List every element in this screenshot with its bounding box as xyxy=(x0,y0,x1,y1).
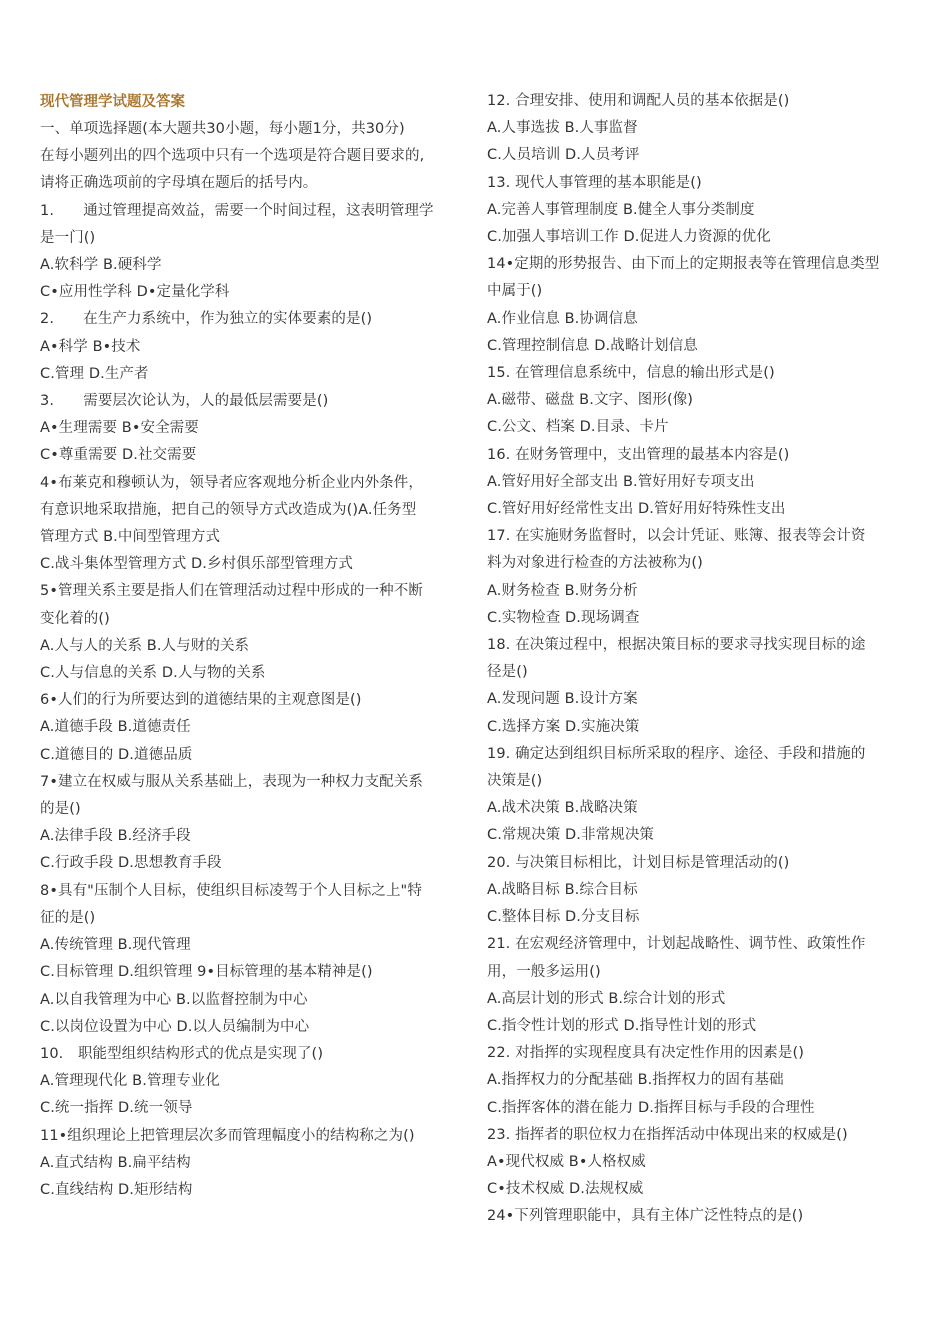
text-line: 在每小题列出的四个选项中只有一个选项是符合题目要求的, xyxy=(40,148,425,165)
right-question-list xyxy=(487,88,915,1231)
text-line: A.人与人的关系 B.人与财的关系 xyxy=(40,637,250,654)
text-line: 16. 在财务管理中，支出管理的最基本内容是() xyxy=(487,446,790,463)
text-line: 20. 与决策目标相比，计划目标是管理活动的() xyxy=(487,854,790,871)
text-line: 一、单项选择题(本大题共30小题，每小题1分，共30分) xyxy=(40,121,405,137)
text-line: C.管理控制信息 D.战略计划信息 xyxy=(487,337,698,354)
text-line: A.作业信息 B.协调信息 xyxy=(487,310,638,327)
text-line: C.管好用好经常性支出 D.管好用好特殊性支出 xyxy=(487,501,786,518)
text-line: A•科学 B•技术 xyxy=(40,338,141,355)
text-line: 12. 合理安排、使用和调配人员的基本依据是() xyxy=(487,93,790,109)
text-line: 径是() xyxy=(487,664,528,681)
text-line: 22. 对指挥的实现程度具有决定性作用的因素是() xyxy=(487,1045,804,1062)
text-line: A.战略目标 B.综合目标 xyxy=(487,881,638,898)
text-line: 14•定期的形势报告、由下而上的定期报表等在管理信息类型 xyxy=(487,256,880,273)
left-question-list xyxy=(40,116,464,1204)
text-line: C.战斗集体型管理方式 D.乡村俱乐部型管理方式 xyxy=(40,556,354,573)
text-line: 6•人们的行为所要达到的道德结果的主观意图是() xyxy=(40,692,362,709)
text-line: 7•建立在权威与服从关系基础上，表现为一种权力支配关系 xyxy=(40,773,423,790)
text-line: A•生理需要 B•安全需要 xyxy=(40,420,199,437)
text-line: C•应用性学科 D•定量化学科 xyxy=(40,284,230,301)
text-line: 变化着的() xyxy=(40,610,110,627)
text-line: A.法律手段 B.经济手段 xyxy=(40,828,191,845)
text-line: C.道德目的 D.道德品质 xyxy=(40,746,193,763)
text-line: C•尊重需要 D.社交需要 xyxy=(40,447,197,464)
text-line: 18. 在决策过程中，根据决策目标的要求寻找实现目标的途 xyxy=(487,637,866,654)
text-line: C.指令性计划的形式 D.指导性计划的形式 xyxy=(487,1017,757,1034)
text-line: 8•具有"压制个人目标，使组织目标凌驾于个人目标之上"特 xyxy=(40,882,422,899)
text-line: C.加强人事培训工作 D.促进人力资源的优化 xyxy=(487,229,771,246)
text-line: A.财务检查 B.财务分析 xyxy=(487,582,638,599)
text-line: 的是() xyxy=(40,801,81,818)
text-line: 3. 需要层次论认为，人的最低层需要是() xyxy=(40,393,329,410)
text-line: 征的是() xyxy=(40,909,96,926)
text-line: C.直线结构 D.矩形结构 xyxy=(40,1181,193,1198)
text-line: A.道德手段 B.道德责任 xyxy=(40,719,191,736)
text-line: A.软科学 B.硬科学 xyxy=(40,257,162,274)
text-line: 5•管理关系主要是指人们在管理活动过程中形成的一种不断 xyxy=(40,583,423,600)
text-line: 1. 通过管理提高效益，需要一个时间过程，这表明管理学 xyxy=(40,202,434,219)
text-line: C.统一指挥 D.统一领导 xyxy=(40,1100,193,1117)
text-line: C.公文、档案 D.目录、卡片 xyxy=(487,419,669,436)
text-line: C.选择方案 D.实施决策 xyxy=(487,718,640,735)
text-line: C.管理 D.生产者 xyxy=(40,365,149,382)
text-line: 13. 现代人事管理的基本职能是() xyxy=(487,174,702,191)
text-line: 料为对象进行检查的方法被称为() xyxy=(487,555,703,572)
text-line: A.战术决策 B.战略决策 xyxy=(487,800,638,817)
text-line: A.高层计划的形式 B.综合计划的形式 xyxy=(487,990,726,1007)
text-line: A.磁带、磁盘 B.文字、图形(像) xyxy=(487,392,694,409)
text-line: A.人事选拔 B.人事监督 xyxy=(487,120,638,137)
text-line: A.指挥权力的分配基础 B.指挥权力的固有基础 xyxy=(487,1072,784,1089)
text-line: C.行政手段 D.思想教育手段 xyxy=(40,855,222,872)
text-line: 管理方式 B.中间型管理方式 xyxy=(40,529,221,546)
text-line: A.管好用好全部支出 B.管好用好专项支出 xyxy=(487,473,755,490)
text-line: 中属于() xyxy=(487,283,543,300)
text-line: A•现代权威 B•人格权威 xyxy=(487,1153,646,1170)
text-line: 24•下列管理职能中，具有主体广泛性特点的是() xyxy=(487,1208,804,1225)
text-line: C.整体目标 D.分支目标 xyxy=(487,909,640,926)
text-line: A.以自我管理为中心 B.以监督控制为中心 xyxy=(40,991,308,1008)
text-line: A.管理现代化 B.管理专业化 xyxy=(40,1073,220,1090)
text-line: 有意识地采取措施，把自己的领导方式改造成为()A.任务型 xyxy=(40,501,417,518)
text-line: 用，一般多运用() xyxy=(487,963,601,980)
document-title: 现代管理学试题及答案 xyxy=(40,94,185,110)
text-line: A.发现问题 B.设计方案 xyxy=(487,691,638,708)
text-line: C.以岗位设置为中心 D.以人员编制为中心 xyxy=(40,1018,310,1035)
text-line: C.常规决策 D.非常规决策 xyxy=(487,827,655,844)
text-line: 请将正确选项前的字母填在题后的括号内。 xyxy=(40,175,318,192)
text-line: C•技术权威 D.法规权威 xyxy=(487,1181,644,1198)
text-line: 决策是() xyxy=(487,773,543,790)
text-line: A.完善人事管理制度 B.健全人事分类制度 xyxy=(487,201,755,218)
text-line: C.人与信息的关系 D.人与物的关系 xyxy=(40,665,266,682)
text-line: 23. 指挥者的职位权力在指挥活动中体现出来的权威是() xyxy=(487,1126,848,1143)
text-line: A.传统管理 B.现代管理 xyxy=(40,937,191,954)
text-line: C.指挥客体的潜在能力 D.指挥目标与手段的合理性 xyxy=(487,1099,815,1116)
text-line: A.直式结构 B.扁平结构 xyxy=(40,1154,191,1171)
text-line: 是一门() xyxy=(40,229,96,246)
text-line: 2. 在生产力系统中，作为独立的实体要素的是() xyxy=(40,311,373,328)
text-line: 21. 在宏观经济管理中，计划起战略性、调节性、政策性作 xyxy=(487,936,866,953)
right-column xyxy=(487,88,915,1231)
text-line: 19. 确定达到组织目标所采取的程序、途径、手段和措施的 xyxy=(487,745,866,762)
text-line: C.人员培训 D.人员考评 xyxy=(487,147,640,164)
text-line: C.目标管理 D.组织管理 9•目标管理的基本精神是() xyxy=(40,964,373,981)
text-line: 4•布莱克和穆顿认为，领导者应客观地分析企业内外条件， xyxy=(40,474,423,491)
text-line: 17. 在实施财务监督时，以会计凭证、账簿、报表等会计资 xyxy=(487,528,866,545)
text-line: 15. 在管理信息系统中，信息的输出形式是() xyxy=(487,365,775,382)
text-line: C.实物检查 D.现场调查 xyxy=(487,609,640,626)
text-line: 11•组织理论上把管理层次多而管理幅度小的结构称之为() xyxy=(40,1127,415,1144)
text-line: 10. 职能型组织结构形式的优点是实现了() xyxy=(40,1045,324,1062)
left-column xyxy=(40,88,464,1204)
